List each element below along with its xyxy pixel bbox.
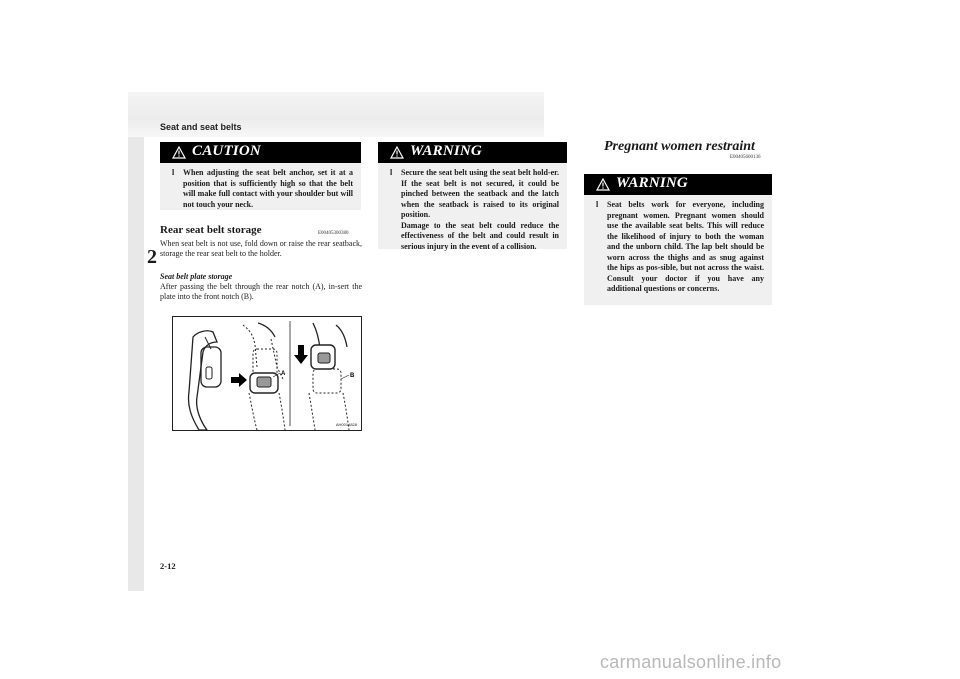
- warning-header: [378, 142, 567, 163]
- warning-text-pregnant: Seat belts work for everyone, including pregnant women. Pregnant women should use the available seat belts. This will reduce the likelihood of injury to both the woman and the unborn child. The lap belt should be worn across the thighs and as snug against the hips as pos-sible, but not across the waist. Consult your doctor if you have any additional questions or concerns.: [607, 200, 764, 293]
- warning-header: [584, 174, 772, 195]
- warning-box-pregnant: [584, 174, 772, 305]
- page-number: 2-12: [160, 561, 176, 571]
- rear-storage-title: Rear seat belt storage: [160, 224, 262, 236]
- plate-storage-subhead: Seat belt plate storage: [160, 272, 233, 281]
- rear-storage-code: E00405300380: [318, 231, 349, 236]
- caution-text: When adjusting the seat belt anchor, set it at a position that is sufficiently high so that the belt will make full contact with your shoulder but will not touch your neck.: [183, 168, 353, 209]
- caution-box: [160, 142, 361, 210]
- chapter-number: 2: [147, 246, 157, 268]
- figure-code: AH0014828: [335, 422, 357, 427]
- pregnant-section-code: E00405600136: [730, 155, 761, 160]
- warning-triangle-icon: [172, 146, 186, 159]
- warning-triangle-icon: [596, 178, 610, 191]
- warning-title: WARNING: [410, 143, 482, 159]
- caution-header: [160, 142, 361, 163]
- caution-title: CAUTION: [192, 143, 261, 159]
- pregnant-section-title: Pregnant women restraint: [604, 139, 755, 154]
- bullet-icon: l: [596, 200, 599, 209]
- bullet-icon: l: [390, 168, 393, 177]
- seat-belt-illustration: [173, 317, 361, 430]
- warning-title: WARNING: [616, 175, 688, 191]
- section-header-title: Seat and seat belts: [160, 122, 242, 132]
- bullet-icon: l: [172, 168, 175, 177]
- notch-label-a: A: [281, 371, 286, 377]
- warning-triangle-icon: [390, 146, 404, 159]
- watermark: carmanualsonline.info: [600, 652, 782, 672]
- rear-storage-body: When seat belt is not use, fold down or raise the rear seatback, storage the rear seat belt to the holder.: [160, 239, 362, 259]
- notch-label-b: B: [350, 373, 355, 379]
- plate-storage-body: After passing the belt through the rear notch (A), in-sert the plate into the front notch (B).: [160, 282, 362, 302]
- warning-text-seatback: Secure the seat belt using the seat belt hold-er. If the seat belt is not secured, it could be pinched between the seatback and the latch when the seatback is raised to its original position. Damage to the seat belt could reduce the effectiveness of the belt and could result in serious injury in the event of a collision.: [401, 168, 559, 251]
- chapter-side-tab: [128, 137, 144, 591]
- warning-box-seatback: [378, 142, 567, 249]
- seat-belt-storage-illustration: [172, 316, 362, 431]
